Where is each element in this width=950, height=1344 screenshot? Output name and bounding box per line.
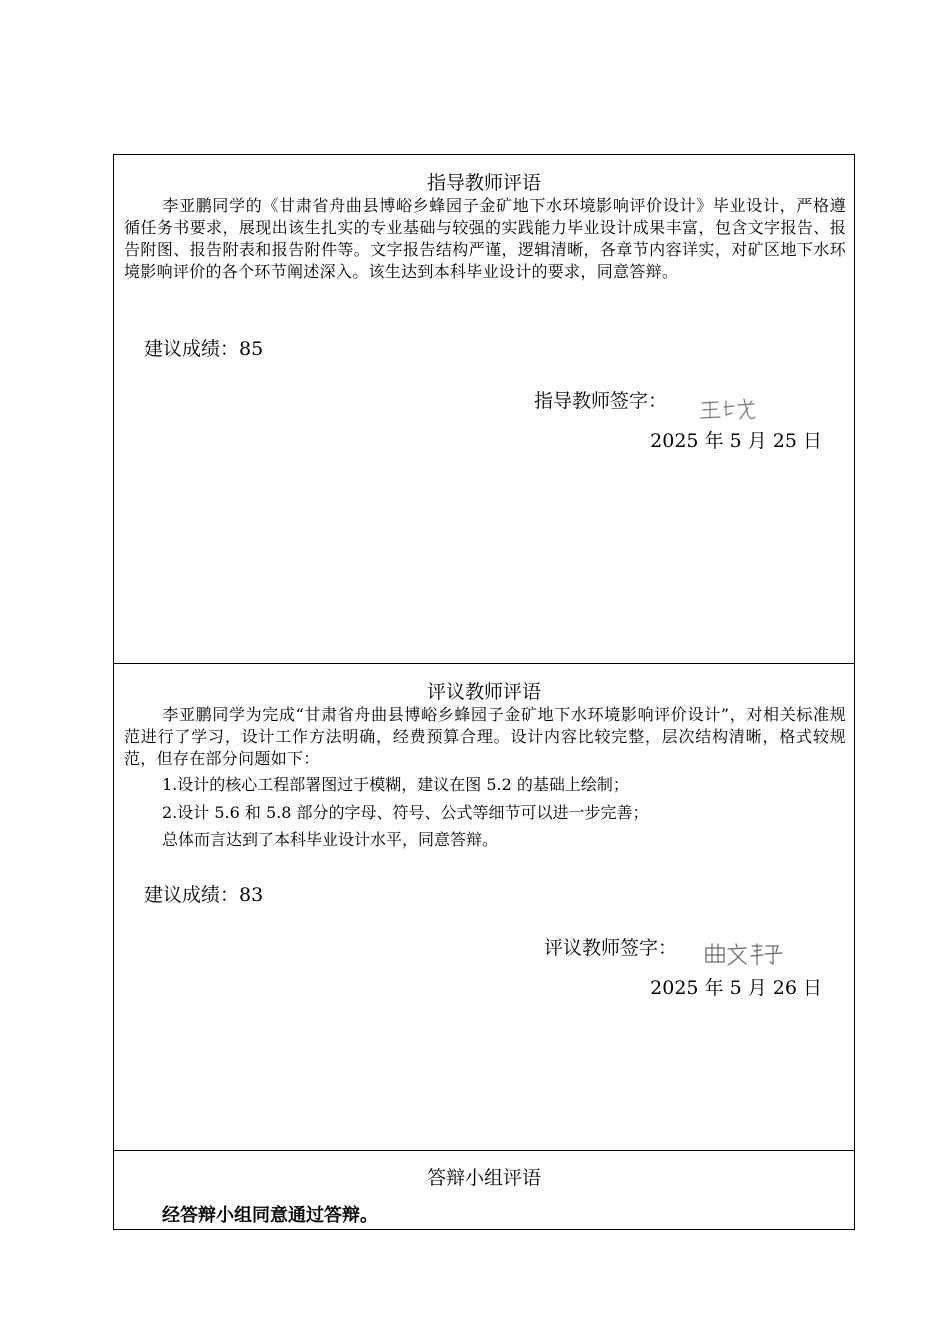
advisor-paragraph bbox=[124, 195, 846, 283]
committee-title: 答辩小组评语 bbox=[426, 1167, 541, 1189]
reviewer-item-2: 2.设计 5.6 和 5.8 部分的字母、符号、公式等细节可以进一步完善； bbox=[162, 803, 649, 822]
advisor-title: 指导教师评语 bbox=[426, 172, 541, 194]
advisor-date: 2025 年 5 月 25 日 bbox=[650, 430, 822, 452]
reviewer-paragraph bbox=[124, 704, 846, 770]
reviewer-summary: 总体而言达到了本科毕业设计水平，同意答辩。 bbox=[162, 830, 499, 849]
reviewer-sign-label: 评议教师签字： bbox=[544, 937, 678, 959]
reviewer-date: 2025 年 5 月 26 日 bbox=[650, 977, 822, 999]
advisor-signature-text: 王战 bbox=[698, 423, 700, 424]
committee-section bbox=[114, 1151, 854, 1231]
reviewer-grade: 建议成绩：83 bbox=[144, 884, 264, 906]
reviewer-signature bbox=[702, 940, 784, 970]
reviewer-section bbox=[114, 664, 854, 1151]
advisor-paragraph-text: 李亚鹏同学的《甘肃省舟曲县博峪乡蜂园子金矿地下水环境影响评价设计》毕业设计，严格遵循任务书要求，展现出该生扎实的专业基础与较强的实践能力毕业设计成果丰富，包含文字报告、报告附图、报告附表和报告附件等。文字报告结构严谨，逻辑清晰，各章节内容详实，对矿区地下水环境影响评价的各个环节阐述深入。该生达到本科毕业设计的要求，同意答辩。 bbox=[124, 196, 846, 281]
reviewer-title: 评议教师评语 bbox=[426, 681, 541, 703]
reviewer-paragraph-text: 李亚鹏同学为完成“甘肃省舟曲县博峪乡蜂园子金矿地下水环境影响评价设计”，对相关标准规范进行了学习，设计工作方法明确，经费预算合理。设计内容比较完整，层次结构清晰，格式较规范，但存在部分问题如下： bbox=[124, 705, 846, 768]
advisor-sign-label: 指导教师签字： bbox=[534, 390, 668, 412]
committee-comment: 经答辩小组同意通过答辩。 bbox=[162, 1205, 378, 1226]
evaluation-table bbox=[113, 154, 855, 1230]
reviewer-signature-text: 曲文静 bbox=[702, 968, 705, 969]
reviewer-item-1: 1.设计的核心工程部署图过于模糊，建议在图 5.2 的基础上绘制； bbox=[162, 775, 629, 794]
advisor-section bbox=[114, 155, 854, 664]
advisor-signature bbox=[698, 395, 758, 425]
advisor-grade: 建议成绩：85 bbox=[144, 338, 264, 360]
